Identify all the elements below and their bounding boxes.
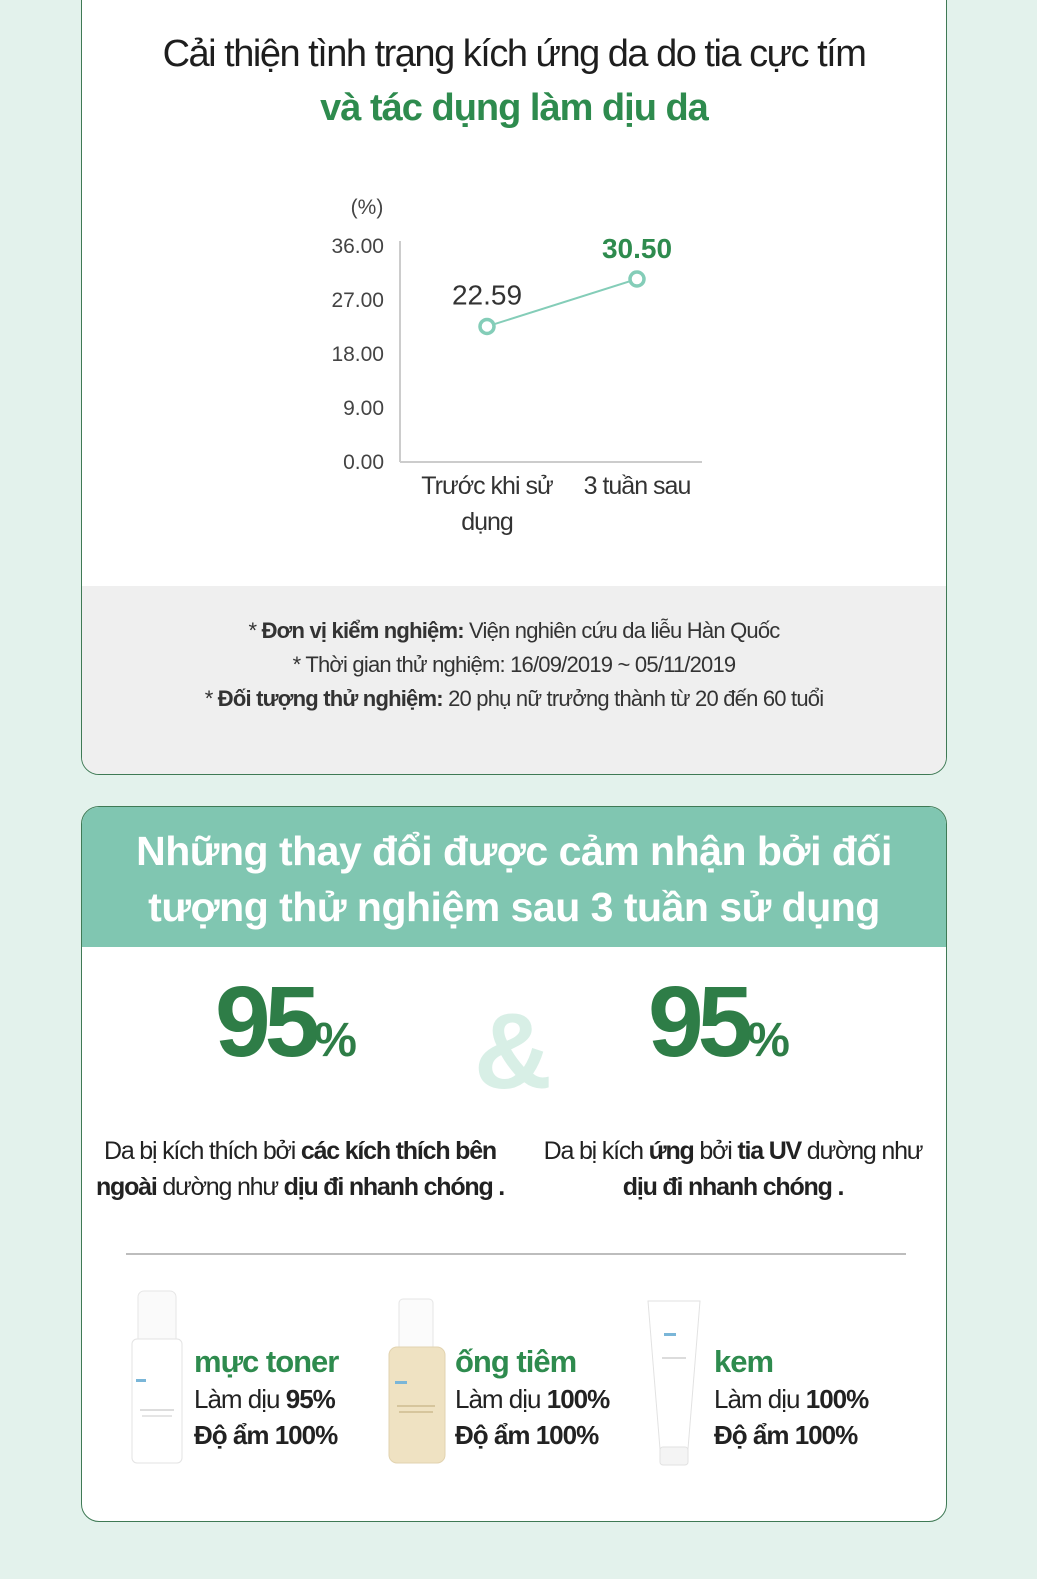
results-banner	[82, 807, 946, 947]
data-label: 30.50	[601, 233, 673, 264]
x-tick-label: 3 tuần sau	[583, 472, 691, 500]
test-notes	[82, 586, 946, 775]
data-label: 22.59	[451, 279, 523, 311]
cream-tube-icon	[646, 1297, 702, 1467]
product-soothe: Làm dịu 100%	[714, 1384, 869, 1414]
x-tick-label: dụng	[461, 508, 513, 536]
product-moisture: Độ ẩm 100%	[714, 1420, 858, 1450]
stat-left	[215, 966, 355, 1078]
desc-right: Da bị kích ứng bởi tia UV dường như dịu đi nhanh chóng .	[543, 1137, 923, 1201]
product-moisture: Độ ẩm 100%	[455, 1420, 599, 1450]
y-tick-label: 9.00	[343, 397, 384, 420]
stat-right-percent: %	[747, 1014, 788, 1067]
stat-right-number: 95	[648, 966, 748, 1078]
product-name: ống tiêm	[455, 1344, 577, 1379]
x-tick-label: Trước khi sử	[421, 472, 553, 500]
chart-card	[81, 0, 947, 775]
y-unit-label: (%)	[350, 196, 384, 219]
note-lab: * Đơn vị kiểm nghiệm: Viện nghiên cứu da liễu Hàn Quốc	[248, 618, 780, 643]
stat-left-percent: %	[314, 1014, 355, 1067]
data-point	[480, 319, 494, 333]
data-point	[630, 272, 644, 286]
y-tick-label: 0.00	[343, 451, 384, 474]
chart-title-line2: và tác dụng làm dịu da	[320, 87, 708, 129]
ampersand: &	[474, 990, 552, 1111]
chart-title-line1: Cải thiện tình trạng kích ứng da do tia cực tím	[162, 33, 866, 75]
product-soothe: Làm dịu 95%	[194, 1384, 335, 1414]
note-period: * Thời gian thử nghiệm: 16/09/2019 ~ 05/11/2019	[292, 652, 736, 677]
y-tick-label: 27.00	[331, 289, 384, 312]
product-name: kem	[714, 1344, 774, 1379]
line-chart	[82, 0, 947, 581]
product-soothe: Làm dịu 100%	[455, 1384, 610, 1414]
essence-bottle-icon	[387, 1297, 447, 1467]
stat-left-number: 95	[215, 966, 315, 1078]
divider	[126, 1253, 906, 1255]
banner-line2: tượng thử nghiệm sau 3 tuần sử dụng	[148, 884, 880, 930]
note-subjects: * Đối tượng thử nghiệm: 20 phụ nữ trưởng thành từ 20 đến 60 tuổi	[204, 686, 824, 711]
toner-bottle-icon	[130, 1289, 184, 1467]
product-moisture: Độ ẩm 100%	[194, 1420, 338, 1450]
desc-left: Da bị kích thích bởi các kích thích bên ngoài dường như dịu đi nhanh chóng .	[95, 1137, 505, 1201]
y-tick-label: 36.00	[331, 235, 384, 258]
y-tick-label: 18.00	[331, 343, 384, 366]
product-name: mực toner	[194, 1344, 339, 1379]
banner-line1: Những thay đổi được cảm nhận bởi đối	[136, 828, 892, 874]
results-card	[81, 806, 947, 1522]
stat-right	[648, 966, 788, 1078]
